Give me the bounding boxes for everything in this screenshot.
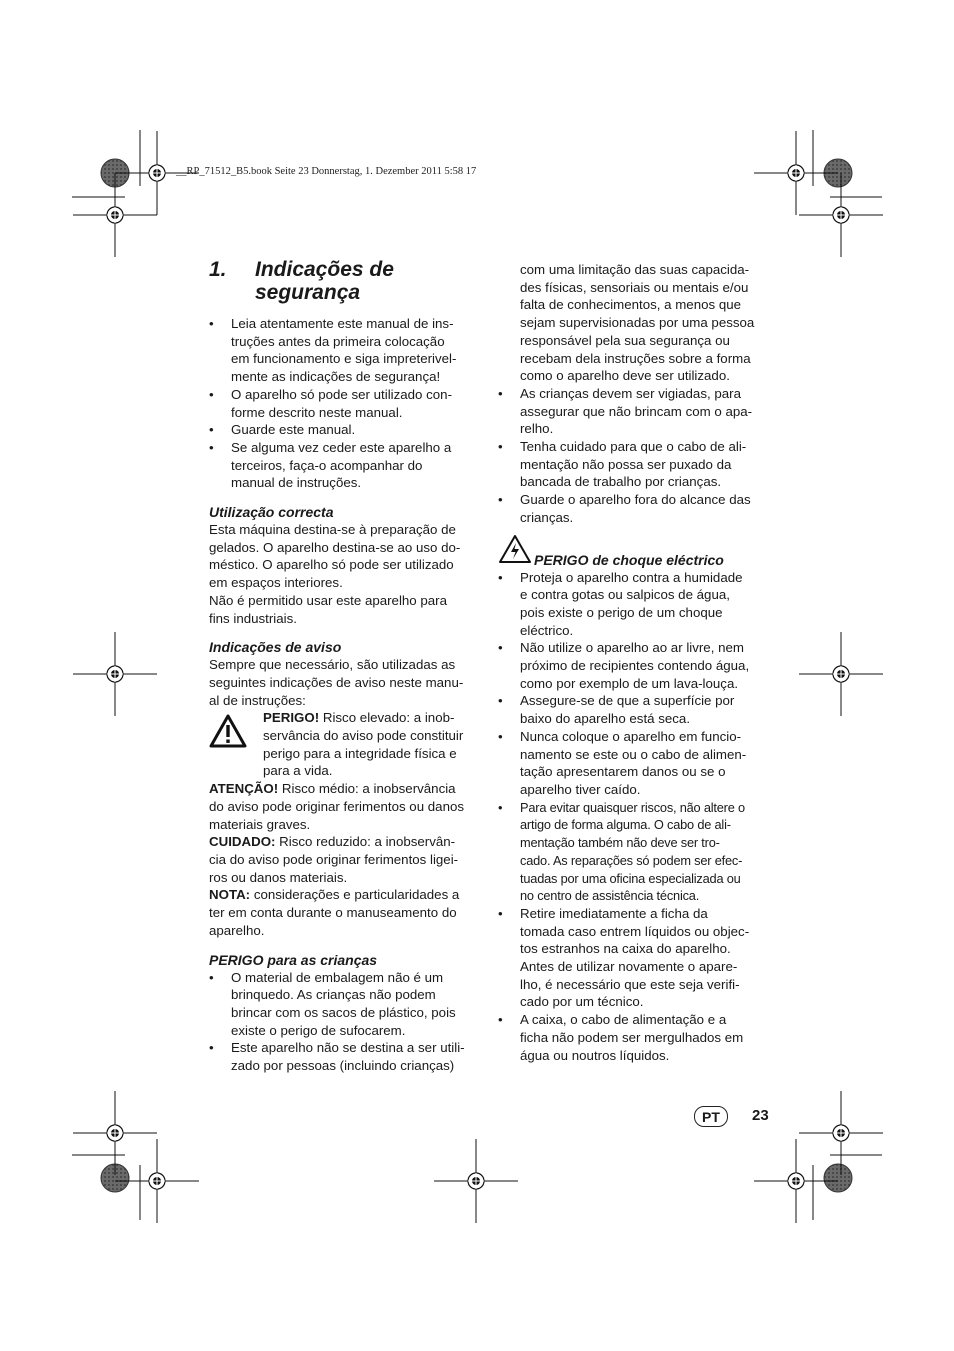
warnings-heading: Indicações de aviso — [209, 639, 342, 656]
danger-warning — [209, 709, 484, 780]
children-list — [209, 969, 484, 1075]
shock-list — [498, 569, 778, 1065]
children-heading: PERIGO para as crianças — [209, 951, 378, 968]
list-item: • O material de embalagem não é um brinquedo. As crianças não podem brincar com os sacos de plástico, pois existe o perigo de sufocarem. — [209, 969, 484, 1040]
attention-text: Risco médio: a inobservância do aviso pode originar ferimentos ou danos materiais graves. — [209, 781, 465, 832]
list-item: • Retire imediatamente a ficha da tomada caso entrem líquidos ou objec- tos estranhos na caixa do aparelho. Antes de utilizar novamente o apare- lho, é necessário que este seja verifi- cado por um técnico. — [498, 905, 778, 1011]
list-item: • Não utilize o aparelho ao ar livre, nem próximo de recipientes contendo água, como por exemplo de um lava-louça. — [498, 639, 778, 692]
right-column — [498, 261, 778, 1064]
list-item: • Guarde o aparelho fora do alcance das crianças. — [498, 491, 778, 526]
warnings-intro: Sempre que necessário, são utilizadas as seguintes indicações de aviso neste manu- al de instruções: — [209, 657, 464, 708]
list-item: • O aparelho só pode ser utilizado con- forme descrito neste manual. — [209, 386, 484, 421]
note-label: NOTA: — [209, 887, 251, 903]
intended-use-text: Esta máquina destina-se à preparação de gelados. O aparelho destina-se ao uso do- méstico. O aparelho só pode ser utilizado em espaços interiores. — [209, 522, 461, 591]
shock-heading-row — [498, 537, 778, 569]
danger-text: Risco elevado: a inob- servância do aviso pode constituir perigo para a integridade física e para a vida. — [263, 710, 464, 779]
section-title-line1: Indicações de — [255, 258, 394, 281]
children-continuation: com uma limitação das suas capacida- des físicas, sensoriais ou mentais e/ou falta de conhecimentos, a menos que sejam supervisionadas por uma pessoa responsável pela sua segurança ou recebam dela instruções sobre a forma como o aparelho deve ser utilizado. — [520, 262, 755, 384]
list-item: • Guarde este manual. — [209, 421, 484, 439]
attention-label: ATENÇÃO! — [209, 781, 279, 797]
left-column — [209, 315, 484, 1075]
warning-triangle-icon — [209, 709, 263, 753]
intro-list — [209, 315, 484, 492]
list-item: • Tenha cuidado para que o cabo de ali- mentação não possa ser puxado da bancada de trabalho por crianças. — [498, 438, 778, 491]
section-title-line2: segurança — [255, 281, 361, 304]
children-list-continued — [498, 385, 778, 527]
list-item: • Se alguma vez ceder este aparelho a terceiros, faça-o acompanhar do manual de instruções. — [209, 439, 484, 492]
section-number: 1. — [209, 258, 227, 281]
list-item: • Leia atentamente este manual de ins- truções antes da primeira colocação em funcionamento e siga impreterivel- mente as indicações de segurança! — [209, 315, 484, 386]
shock-heading: PERIGO de choque eléctrico — [534, 551, 724, 568]
page-number: 23 — [752, 1107, 769, 1124]
caution-label: CUIDADO: — [209, 834, 276, 850]
list-item: • As crianças devem ser vigiadas, para assegurar que não brincam com o apa- relho. — [498, 385, 778, 438]
electric-shock-icon — [498, 534, 534, 569]
list-item: • Proteja o aparelho contra a humidade e contra gotas ou salpicos de água, pois existe o perigo de um choque eléctrico. — [498, 569, 778, 640]
caution-text: Risco reduzido: a inobservân- cia do aviso pode originar ferimentos ligei- ros ou danos materiais. — [209, 834, 459, 885]
print-header: __RP_71512_B5.book Seite 23 Donnerstag, 1. Dezember 2011 5:58 17 — [176, 166, 477, 177]
list-item: • A caixa, o cabo de alimentação e a ficha não podem ser mergulhados em água ou noutros líquidos. — [498, 1011, 778, 1064]
list-item: • Para evitar quaisquer riscos, não altere o artigo de forma alguma. O cabo de ali- mentação também não deve ser tro- cado. As reparações só podem ser efec- tuadas por uma oficina especializada ou no centro de assistência técnica. — [498, 799, 778, 905]
industrial-use-text: Não é permitido usar este aparelho para fins industriais. — [209, 592, 448, 626]
danger-label: PERIGO! — [263, 710, 320, 726]
list-item: • Assegure-se de que a superfície por baixo do aparelho está seca. — [498, 692, 778, 727]
language-badge: PT — [694, 1106, 728, 1127]
note-text: considerações e particularidades a ter em conta durante o manuseamento do aparelho. — [209, 887, 460, 938]
list-item: • Este aparelho não se destina a ser utili- zado por pessoas (incluindo crianças) — [209, 1039, 484, 1074]
intended-use-heading: Utilização correcta — [209, 504, 334, 521]
color-target-icon — [824, 1164, 852, 1192]
list-item: • Nunca coloque o aparelho em funcio- namento se este ou o cabo de alimen- tação apresentarem danos ou se o aparelho tiver caído. — [498, 728, 778, 799]
